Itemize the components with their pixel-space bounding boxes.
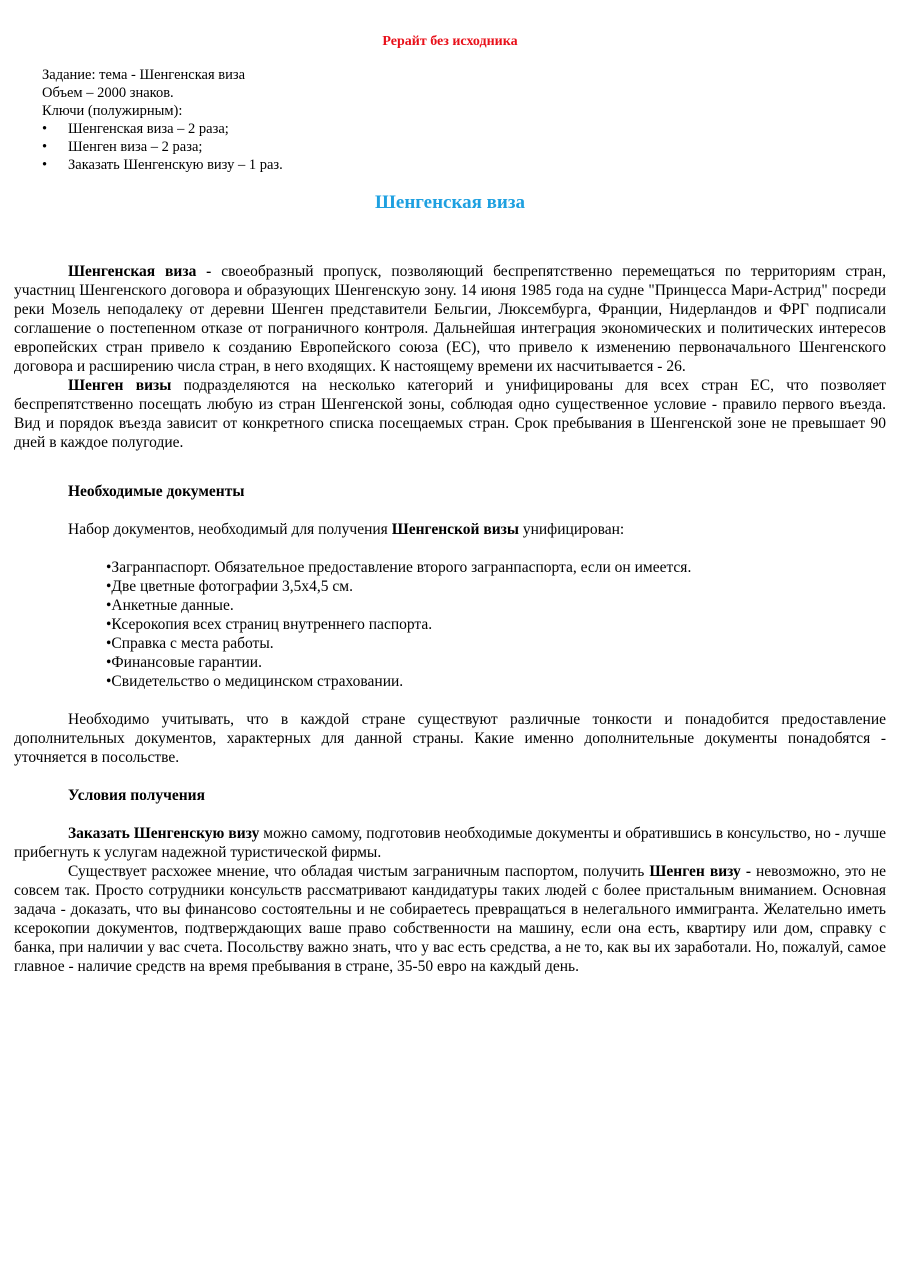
- bullet-icon: •: [42, 121, 48, 137]
- list-item: •Финансовые гарантии.: [106, 654, 262, 671]
- paragraph-intro: Шенгенская виза - своеобразный пропуск, позволяющий беспрепятственно перемещаться по территориям стран, участниц Шенгенского договора и образующих Шенгенскую зону. 14 июня 1985 года на судне "Принцесса Мари-Астрид" посреди реки Мозель неподалеку от деревни Шенген представители Бельгии, Люксембурга, Франции, Нидерландов и ФРГ подписали соглашение о постепенном отказе от пограничного контроля. Дальнейшая интеграция экономических и политических интересов европейских стран привело к созданию Европейского союза (ЕС), что привело к изменению первоначального Шенгенского договора и расширению числа стран, в него входящих. К настоящему времени их насчитывается - 26.: [14, 263, 886, 375]
- task-block: [42, 66, 842, 174]
- section-heading-conditions: Условия получения: [68, 787, 205, 804]
- article-body: [14, 262, 886, 976]
- task-topic: Задание: тема - Шенгенская виза: [42, 67, 246, 83]
- rewrite-label: Рерайт без исходника: [382, 34, 518, 49]
- keys-list: [42, 120, 842, 174]
- paragraph-order: Заказать Шенгенскую визу можно самому, подготовив необходимые документы и обратившись в консульство, но - лучше прибегнуть к услугам надежной туристической фирмы.: [14, 825, 887, 861]
- list-item: •Анкетные данные.: [106, 597, 234, 614]
- task-volume: Объем – 2000 знаков.: [42, 85, 174, 101]
- bullet-icon: •: [42, 157, 48, 173]
- bullet-icon: •: [42, 139, 48, 155]
- list-item: •Две цветные фотографии 3,5х4,5 см.: [106, 578, 353, 595]
- list-item: •Свидетельство о медицинском страховании.: [106, 673, 404, 690]
- paragraph-docs-intro: Набор документов, необходимый для получения Шенгенской визы унифицирован:: [68, 521, 625, 538]
- documents-list: [14, 558, 886, 691]
- list-item: •Справка с места работы.: [106, 635, 274, 652]
- article-title: Шенгенская виза: [375, 192, 525, 213]
- list-item: • Шенгенская виза – 2 раза;: [42, 121, 229, 137]
- task-keys-heading: Ключи (полужирным):: [42, 103, 183, 119]
- list-item: • Шенген виза – 2 раза;: [42, 139, 203, 155]
- list-item: •Загранпаспорт. Обязательное предоставление второго загранпаспорта, если он имеется.: [106, 559, 692, 576]
- paragraph-extra-docs: Необходимо учитывать, что в каждой стране существуют различные тонкости и понадобится предоставление дополнительных документов, характерных для данной страны. Какие именно дополнительные документы понадобятся - уточняется в посольстве.: [14, 711, 886, 766]
- paragraph-categories: Шенген визы подразделяются на несколько категорий и унифицированы для всех стран ЕС, что позволяет беспрепятственно посещать любую из стран Шенгенской зоны, соблюдая одно существенное условие - правило первого въезда. Вид и порядок въезда зависит от конкретного списка посещаемых стран. Срок пребывания в Шенгенской зоне не превышает 90 дней в каждое полугодие.: [14, 377, 886, 451]
- list-item: •Ксерокопия всех страниц внутреннего паспорта.: [106, 616, 433, 633]
- list-item: • Заказать Шенгенскую визу – 1 раз.: [42, 157, 283, 173]
- paragraph-opinion: Существует расхожее мнение, что обладая чистым заграничным паспортом, получить Шенген визу - невозможно, это не совсем так. Просто сотрудники консульств рассматривают кандидатуры таких людей с более пристальным вниманием. Основная задача - доказать, что вы финансово состоятельны и не собираетесь превращаться в нелегального иммигранта. Желательно иметь ксерокопии документов, подтверждающих ваше право собственности на машину, если она есть, квартиру или дом, справку с банка, при наличии у вас счета. Посольству важно знать, что у вас есть средства, а не то, как вы их заработали. Но, пожалуй, самое главное - наличие средств на время пребывания в стране, 35-50 евро на каждый день.: [14, 863, 886, 975]
- section-heading-documents: Необходимые документы: [68, 483, 245, 500]
